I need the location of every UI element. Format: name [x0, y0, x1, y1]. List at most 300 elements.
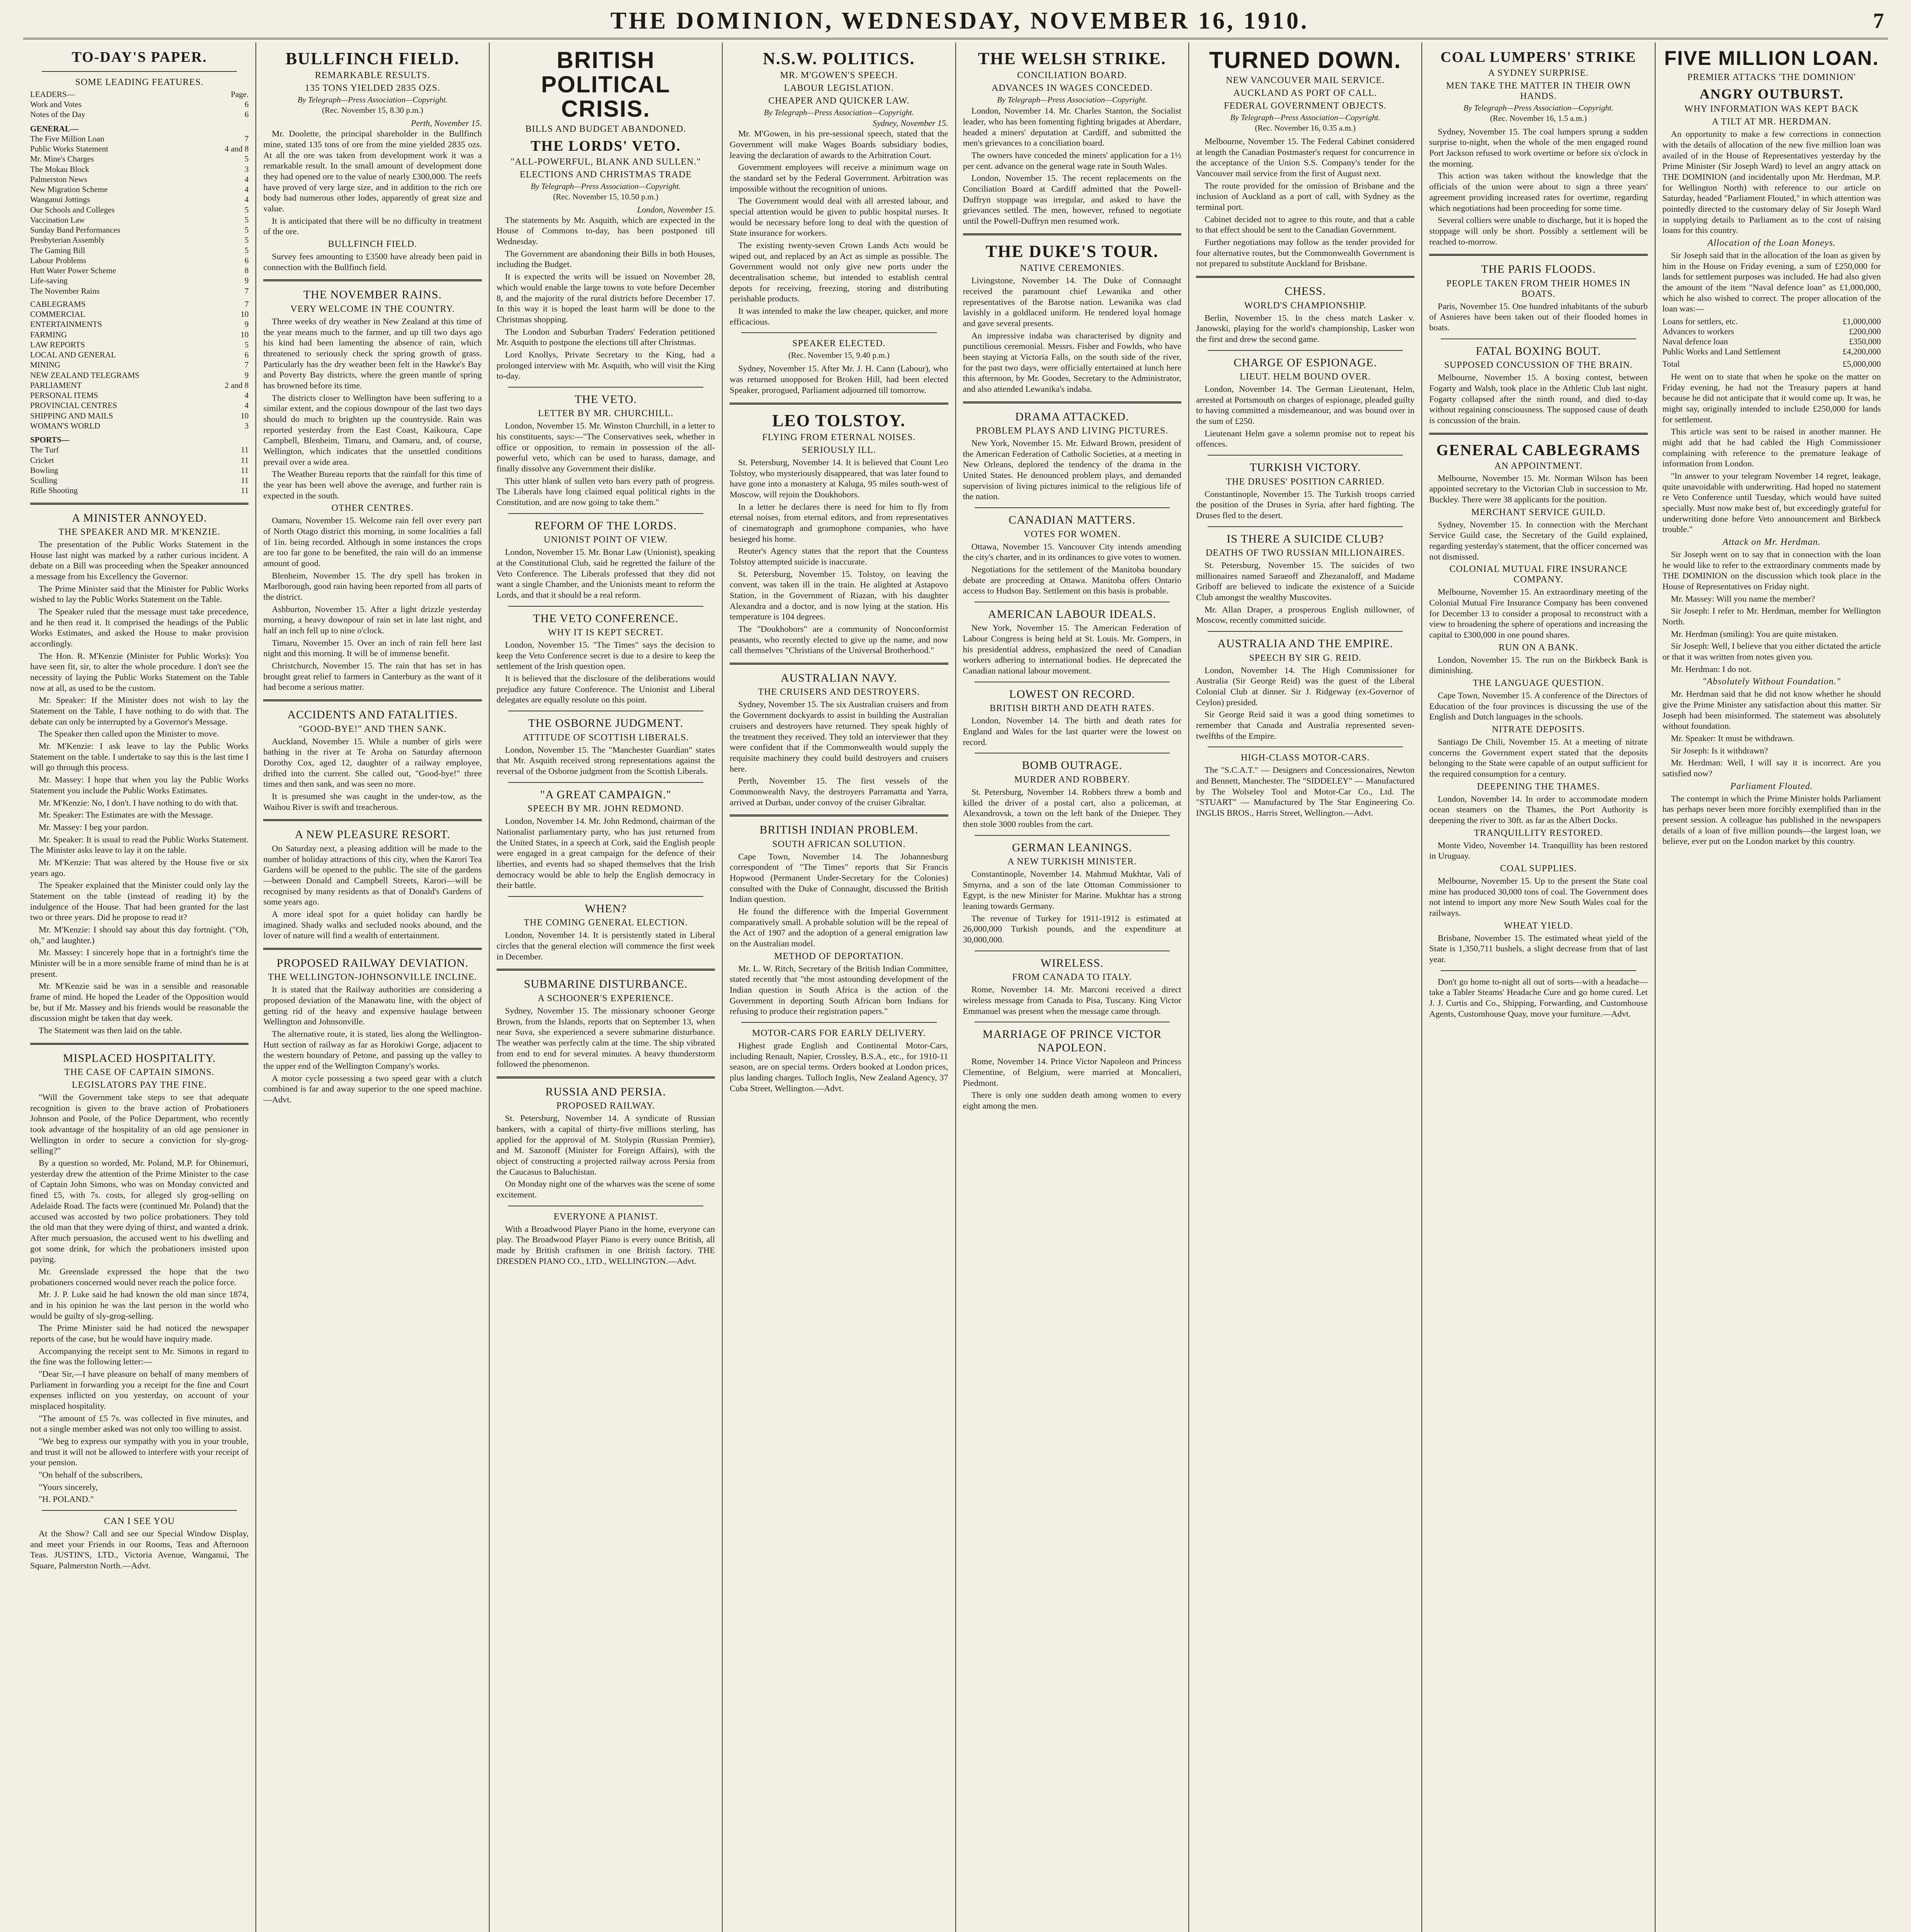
index-entry-label: The Gaming Bill — [30, 245, 85, 255]
paragraph: Melbourne, November 15. An extraordinary meeting of the Colonial Mutual Fire Insurance Company has been convened for December 13 to consider a proposal to reconstruct with a view to broadening the sphere of operations and increasing the capital to £300,000 in one pound shares. — [1429, 587, 1648, 639]
article-body — [1429, 840, 1647, 861]
divider — [963, 233, 1181, 235]
subheadline: THE DRUSES' POSITION CARRIED. — [1226, 476, 1385, 487]
paragraph: Sir Joseph went on to say that in connection with the loan he would like to refer to the extraordinary comments made by THE DOMINION on the discussion which took place in the House of Representatives on Friday night. — [1662, 549, 1881, 592]
subheadline: VOTES FOR WOMEN. — [1023, 529, 1121, 539]
index-entry-page: 10 — [240, 310, 249, 319]
paragraph: St. Petersburg, November 15. Tolstoy, on leaving the convent, was taken ill in the train. He alighted at Astapovo Station, in the Government of Riazan, with his daughter Alexandra and a doctor, and is now lying at the station. His temperature is 104 degrees. — [730, 569, 948, 622]
paragraph: An impressive indaba was characterised by dignity and punctilious ceremonial. Messrs. Fisher and Fowlds, who have been staying at Victoria Falls, on the south side of the river, for the past two days, were officially entertained at lunch here this afternoon, by Mr. Goodes, Secretary to the Administrator, and also attended Lewanika's indaba. — [963, 330, 1181, 394]
table-cell-value: £1,000,000 — [1843, 316, 1881, 326]
paragraph: It is presumed she was caught in the under-tow, as the Waihou River is swift and treacherous. — [263, 791, 482, 812]
column-7 — [1421, 43, 1654, 1932]
subheadline: ADVANCES IN WAGES CONCEDED. — [991, 83, 1153, 94]
index-row — [30, 400, 248, 410]
article-body — [1429, 736, 1647, 779]
paragraph: "On behalf of the subscribers, — [39, 1469, 143, 1480]
paragraph: Sydney, November 15. The six Australian cruisers and from the Government dockyards to assist in building the Australian cruisers and destroyers have returned. They speak highly of the treatment they received. They told an interviewer that they were confident that if the Commonwealth would supply the requisite machinery they could build destroyers and cruisers here. — [730, 699, 948, 774]
table-cell-label: Advances to workers — [1662, 326, 1734, 336]
index-entry-page: 7 — [244, 134, 249, 143]
paragraph: London, November 14. In order to accommodate modern ocean steamers on the Thames, the Port Authority is deepening the river to 30ft. as far as the Albert Docks. — [1429, 794, 1648, 825]
index-entry-label: Life-saving — [30, 276, 68, 286]
article-body — [1663, 371, 1881, 535]
headline: N.S.W. POLITICS. — [763, 49, 915, 68]
advertisement-title: HIGH-CLASS MOTOR-CARS. — [1241, 753, 1370, 763]
headline: REFORM OF THE LORDS. — [534, 519, 677, 532]
divider — [1196, 276, 1414, 278]
subheadline: SOUTH AFRICAN SOLUTION. — [772, 839, 906, 849]
headline: A NEW PLEASURE RESORT. — [294, 828, 451, 841]
subheadline: LABOUR LEGISLATION. — [784, 83, 894, 94]
paragraph: The London and Suburban Traders' Federation petitioned Mr. Asquith to postpone the elections till after Christmas. — [496, 327, 715, 347]
article-body — [1429, 519, 1647, 562]
paragraph: The Prime Minister said that the Minister for Public Works wished to lay the Public Works Statement on the Table. — [30, 583, 249, 604]
subheadline: THE CASE OF CAPTAIN SIMONS. — [64, 1067, 214, 1078]
subheadline: LETTER BY MR. CHURCHILL. — [538, 408, 674, 419]
divider — [508, 513, 703, 514]
article-body — [730, 363, 948, 395]
paragraph: London, November 14. Mr. Charles Stanton, the Socialist leader, who has been fomenting fighting brigades at Aberdare, headed a miners' deputation at Cardiff, and submitted the men's grievances to a conciliation board. — [963, 106, 1181, 148]
paragraph: Brisbane, November 15. The estimated wheat yield of the State is 1,350,711 bushels, a slight decrease from that of last year. — [1429, 933, 1648, 964]
headline: BRITISH INDIAN PROBLEM. — [759, 823, 919, 837]
article-body — [1429, 301, 1647, 333]
index-title: TO-DAY'S PAPER. — [71, 49, 207, 65]
paragraph: Rome, November 14. Mr. Marconi received a direct wireless message from Canada to Pisa, Tuscany. King Victor Emmanuel was present when the message came through. — [963, 985, 1181, 1016]
article-body — [263, 515, 482, 692]
paragraph: Blenheim, November 15. The dry spell has broken in Marlborough, good rain having been reported from all parts of the district. — [263, 570, 482, 602]
subheadline: NITRATE DEPOSITS. — [1492, 724, 1585, 735]
index-row — [30, 319, 248, 329]
paragraph: The owners have conceded the miners' application for a 1½ per cent. advance on the general wage rate in South Wales. — [963, 150, 1181, 171]
article-body — [497, 930, 715, 962]
headline: WHEN? — [585, 902, 627, 915]
paragraph: This action was taken without the knowledge that the officials of the union were about to sign a three years' agreement providing increased rates for overtime, regarding which negotiations had been proceeding for some time. — [1429, 171, 1648, 213]
subheadline: A TILT AT MR. HERDMAN. — [1712, 117, 1831, 127]
headline: PROPOSED RAILWAY DEVIATION. — [276, 956, 469, 969]
paragraph: An opportunity to make a few corrections in connection with the details of allocation of the new five million loan was availed of in the House of Representatives yesterday by the Prime Minister (Sir Joseph Ward) to level an angry attack on THE DOMINION (and incidentally upon Mr. Herdman, M.P. for Wellington North) with reference to our article on Saturday, headed "Parliament Flouted," in which attention was pointedly directed to the customary delay of Sir Joseph Ward in supplying details to Parliament as to the cost of raising loans for this country. — [1662, 129, 1881, 235]
received-line: (Rec. November 15, 10.50 p.m.) — [553, 192, 659, 201]
paragraph: Oamaru, November 15. Welcome rain fell over every part of North Otago district this morning, in some localities a fall of 1in. being recorded. Although in some instances the crops are too far gone to be benefited, the rain will do an immense amount of good. — [263, 515, 482, 568]
advertisement-text: Highest grade English and Continental Motor-Cars, including Renault, Napier, Crossley, B.S.A., etc., for 1910-11 season, are on special terms. Orders booked at London prices, plus landing charges. Tulloch Inglis, New Zealand Agency, 37 Cuba Street, Wellington.—Advt. — [730, 1041, 948, 1093]
paragraph: Negotiations for the settlement of the Manitoba boundary debate are proceeding at Ottawa. Manitoba offers Ontario access to Hudson Bay. Settlement on this basis is probable. — [963, 564, 1181, 596]
index-row — [30, 299, 248, 309]
paragraph: The Weather Bureau reports that the rainfall for this time of the year has been well above the average, and further rain is expected in the south. — [263, 469, 482, 500]
index-entry-page: 4 — [244, 185, 249, 194]
divider — [497, 1077, 715, 1078]
paragraph: Mr. M'Kenzie: I should say about this day fortnight. ("Oh, oh," and laughter.) — [30, 924, 249, 945]
article-body — [963, 787, 1181, 830]
article-body — [1663, 129, 1881, 236]
paragraph: The districts closer to Wellington have been suffering to a similar extent, and the copious downpour of the last two days should do much to brighten up the countryside. Rain was reported yesterday from the East Coast, Kaikoura, Cape Campbell, Blenheim, Timaru, and Oamaru, and, of course, Wellington, which indicates that the unsettled conditions prevail over a wide area. — [263, 393, 482, 467]
paragraph: Mr. L. W. Ritch, Secretary of the British Indian Committee, stated recently that "the most astounding development of the Indian question in South Africa is the action of the Government in deporting South African born Indians for refusing to produce their registration papers." — [730, 963, 948, 1016]
divider — [730, 815, 948, 816]
article-body — [263, 843, 482, 941]
headline: ACCIDENTS AND FATALITIES. — [287, 708, 458, 721]
divider — [730, 403, 948, 405]
paragraph: The statements by Mr. Asquith, which are expected in the House of Commons to-day, has been postponed till Wednesday. — [496, 215, 715, 247]
paragraph: St. Petersburg, November 14. A syndicate of Russian bankers, with a capital of thirty-five millions sterling, has applied for the approval of M. Stolypin (Russian Premier), and M. Sazonoff (Minister for Foreign Affairs), with the object of constructing a projected railway across Persia from the Caucasus to Baluchistan. — [496, 1113, 715, 1177]
article-body — [730, 699, 948, 808]
article-body — [263, 128, 482, 237]
table-cell-value: £4,200,000 — [1843, 346, 1881, 356]
paragraph: London, November 15. Mr. Winston Churchill, in a letter to his constituents, says:—"The Conservatives seek, whether in office or opposition, to remain in possession of the all-powerful veto, which can be used to harass, damage, and finally dissolve any Government their dislike. — [496, 421, 715, 474]
index-entry-page: 5 — [244, 340, 249, 349]
article-body — [263, 736, 482, 813]
index-row — [30, 360, 248, 370]
paragraph: Sydney, November 15. After Mr. J. H. Cann (Labour), who was returned unopposed for Broken Hill, had been elected Speaker, prorogued, Parliament adjourned till tomorrow. — [730, 364, 948, 395]
paragraph: Sir Joseph said that in the allocation of the loan as given by him in the House on Friday evening, a sum of £250,000 for lands for settlement purposes was included. He had also given the amount of the item "Naval defence loan" as £1,000,000, which he also wished to correct. The proper allocation of the loan was:— — [1662, 250, 1881, 314]
subheadline: A SCHOONER'S EXPERIENCE. — [538, 993, 674, 1003]
paragraph: Mr. Herdman: I do not. — [1671, 664, 1752, 674]
paragraph: Three weeks of dry weather in New Zealand at this time of the year means much to the farmer, and up till two days ago his kind had been lamenting the absence of rain, which threatened to seriously check the spring growth of grass. Particularly has the dry weather been felt in the Hawke's Bay and Poverty Bay districts, where the green mantle of spring has browned before its time. — [263, 316, 482, 390]
index-page-label: Page. — [231, 89, 249, 99]
advertisement-text: With a Broadwood Player Piano in the home, everyone can play. The Broadwood Player Piano is every ounce British, all made by British craftsmen in one British factory. THE DRESDEN PIANO CO., LTD., WELLINGTON.—Advt. — [496, 1224, 715, 1266]
paragraph: It is believed that the disclosure of the deliberations would prejudice any future Conference. The Unionist and Liberal delegates are equally resolute on this point. — [496, 673, 715, 705]
headline: THE WELSH STRIKE. — [978, 49, 1166, 68]
divider — [263, 948, 482, 950]
index-entry-label: Sunday Band Performances — [30, 225, 121, 235]
subheadline: WHY IT IS KEPT SECRET. — [548, 628, 664, 638]
article-body — [963, 984, 1181, 1016]
paragraph: Mr. Allan Draper, a prosperous English millowner, of Moscow, recently committed suicide. — [1196, 604, 1415, 625]
subheadline: ELECTIONS AND CHRISTMAS TRADE — [519, 169, 692, 180]
subheadline: A NEW TURKISH MINISTER. — [1007, 857, 1137, 867]
headline: TURNED DOWN. — [1209, 47, 1402, 73]
subheadline: RUN ON A BANK. — [1498, 642, 1578, 653]
paragraph: Mr. Doolette, the principal shareholder in the Bullfinch mine, stated 135 tons of ore from the mine yielded 2835 ozs. At all the ore was taken from development work it was a remarkable result. In the small amount of development done they had opened ore to the value of nearly £300,000. The reefs have proved of very large size, and in addition to the rich ore body had numerous other lodes, apparently of great size and value. — [263, 129, 482, 214]
index-entry-label: SHIPPING AND MAILS — [30, 411, 113, 420]
paragraph: Santiago De Chili, November 15. At a meeting of nitrate concerns the Government expert stated that the deposits belonging to the State were capable of an output sufficient for the required consumption for a century. — [1429, 736, 1648, 779]
masthead-title: THE DOMINION, WEDNESDAY, NOVEMBER 16, 1910. — [610, 7, 1309, 34]
subheadline: SUPPOSED CONCUSSION OF THE BRAIN. — [1444, 360, 1633, 371]
article-body — [1429, 876, 1647, 918]
table-cell-label: Loans for settlers, etc. — [1662, 316, 1738, 326]
subheadline: LEGISLATORS PAY THE FINE. — [71, 1080, 207, 1090]
index-entry-label: FARMING — [30, 330, 67, 339]
subheadline: MERCHANT SERVICE GUILD. — [1471, 507, 1606, 517]
article-body — [1429, 126, 1647, 247]
index-sections — [30, 299, 248, 431]
index-general — [30, 134, 248, 296]
subheadline: MURDER AND ROBBERY. — [1014, 774, 1130, 785]
article-body — [497, 547, 715, 600]
paragraph: The revenue of Turkey for 1911-1912 is estimated at 26,000,000 Turkish pounds, and the expenditure at 30,000,000. — [963, 913, 1181, 945]
divider — [1441, 338, 1636, 339]
subheadline: DEATHS OF TWO RUSSIAN MILLIONAIRES. — [1205, 548, 1405, 558]
credit-line: By Telegraph—Press Association—Copyright. — [1463, 103, 1614, 112]
paragraph: It was intended to make the law cheaper, quicker, and more efficacious. — [730, 306, 948, 327]
subheadline: ANGRY OUTBURST. — [1699, 86, 1844, 102]
paragraph: Government employees will receive a minimum wage on the standard set by the Federal Government. Arbitration was impossible without the recognition of unions. — [730, 162, 948, 194]
subheadline: 135 TONS YIELDED 2835 OZS. — [305, 83, 441, 94]
subheadline: WHY INFORMATION WAS KEPT BACK — [1684, 104, 1859, 114]
divider — [975, 507, 1170, 508]
paragraph: Lord Knollys, Private Secretary to the King, had a prolonged interview with Mr. Asquith, who will visit the King to-day. — [496, 349, 715, 381]
index-row — [30, 134, 248, 144]
paragraph: The Speaker explained that the Minister could only lay the Statement on the table (instead of reading it) by the indulgence of the House. That had been granted for the last two or three years. Did he propose to read it? — [30, 880, 249, 922]
index-entry-label: The Five Million Loan — [30, 134, 104, 143]
index-row — [30, 225, 248, 235]
paragraph: "In answer to your telegram November 14 regret, leakage, quite unavoidable with underwriting. Had hoped no statement re Veto Conference until Tuesday, which would have suited specially. Must now make best of, but exceedingly grateful for underwriting done before Veto announcement and Birkbeck trouble." — [1662, 471, 1881, 534]
paragraph: Several colliers were unable to discharge, but it is hoped the stoppage will only be short. Possibly a settlement will be reached to-morrow. — [1429, 215, 1648, 247]
subheadline: BRITISH BIRTH AND DEATH RATES. — [989, 703, 1155, 714]
article-body — [730, 963, 948, 1017]
headline: THE OSBORNE JUDGMENT. — [528, 717, 684, 730]
paragraph: Mr. M'Kenzie: No, I don't. I have nothing to do with that. — [39, 798, 238, 808]
index-row — [30, 276, 248, 286]
received-line: (Rec. November 15, 8.30 p.m.) — [322, 105, 423, 115]
index-entry-page: 5 — [244, 205, 249, 214]
headline: MISPLACED HOSPITALITY. — [63, 1051, 216, 1065]
paragraph: London, November 15. The run on the Birkbeck Bank is diminishing. — [1429, 655, 1648, 675]
index-entry-page: 9 — [244, 276, 249, 286]
paragraph: The Speaker ruled that the message must take precedence, and he then read it. It comprised the headings of the Public Works Estimates, and asked the House to make provision accordingly. — [30, 607, 249, 649]
table-cell-value: £200,000 — [1849, 326, 1881, 336]
paragraph: The route provided for the omission of Brisbane and the inclusion of Auckland as a port of call, with Sydney as the terminal port. — [1196, 180, 1415, 212]
index-entry-page: 8 — [244, 266, 249, 276]
divider — [1208, 526, 1403, 527]
index-entry-label: PROVINCIAL CENTRES — [30, 401, 117, 410]
article-body — [1663, 250, 1881, 314]
headline: THE NOVEMBER RAINS. — [303, 288, 442, 301]
article-body — [1196, 384, 1414, 449]
headline: MARRIAGE OF PRINCE VICTOR NAPOLEON. — [982, 1028, 1162, 1054]
received-line: (Rec. November 15, 9.40 p.m.) — [788, 350, 890, 360]
index-entry-page: 7 — [244, 360, 249, 370]
page-number: 7 — [1873, 9, 1884, 33]
divider — [497, 969, 715, 971]
headline: DRAMA ATTACKED. — [1015, 410, 1129, 423]
subheadline: DEEPENING THE THAMES. — [1477, 781, 1600, 792]
index-entry-page: 9 — [244, 370, 249, 380]
paragraph: Livingstone, November 14. The Duke of Connaught received the paramount chief Lewanika and other representatives of the Barotse nation. Lewanika was clad lavishly in a goldlaced uniform. He tendered loyal homage and gave several presents. — [963, 276, 1181, 328]
index-group-label: LEADERS— — [30, 89, 75, 99]
subheadline: NATIVE CEREMONIES. — [1020, 263, 1125, 274]
table-row — [1663, 347, 1881, 357]
index-entry-page: 11 — [241, 476, 249, 485]
divider — [42, 71, 237, 72]
paragraph: Ottawa, November 15. Vancouver City intends amending the city's charter, and in its ordinances to give votes to women. — [963, 541, 1181, 562]
index-row — [30, 109, 248, 119]
paragraph: Mr. Greenslade expressed the hope that the two probationers concerned would never reach the police force. — [30, 1266, 249, 1287]
index-group-label: GENERAL— — [30, 124, 78, 133]
article-body — [263, 984, 482, 1105]
paragraph: "Will the Government take steps to see that adequate recognition is given to the brave action of Probationers Johnson and Poole, of the Police Department, who recently took advantage of the hospitality of an old age pensioner in Wellington in order to secure a conviction for sly-grog-selling?" — [30, 1092, 249, 1156]
paragraph: "H. POLAND." — [39, 1494, 94, 1504]
index-entry-page: 9 — [244, 320, 249, 329]
dateline: Perth, November 15. — [411, 118, 482, 128]
index-row — [30, 350, 248, 360]
index-entry-label: PARLIAMENT — [30, 380, 82, 390]
subheadline: FLYING FROM ETERNAL NOISES. — [762, 432, 916, 442]
paragraph: Berlin, November 15. In the chess match Lasker v. Janowski, playing for the world's championship, Lasker won the first and drew the second game. — [1196, 313, 1415, 344]
headline: RUSSIA AND PERSIA. — [545, 1085, 666, 1098]
index-entry-page: 3 — [244, 421, 249, 430]
index-entry-label: Presbyterian Assembly — [30, 235, 105, 245]
subheadline: SPEAKER ELECTED. — [792, 338, 886, 349]
dateline: Sydney, November 15. — [873, 118, 948, 128]
loan-total-row — [1663, 359, 1881, 369]
credit-line: By Telegraph—Press Association—Copyright. — [297, 95, 448, 105]
paragraph: Sir Joseph: Is it withdrawn? — [1671, 745, 1768, 755]
article-body — [963, 622, 1181, 676]
paragraph: London, November 15. "The Times" says the decision to keep the Veto Conference secret is due to a desire to keep the settlement of the Irish question open. — [496, 640, 715, 671]
column-1 — [23, 43, 255, 1932]
index-sports — [30, 445, 248, 495]
index-entry-label: New Migration Scheme — [30, 185, 108, 194]
article-body — [1429, 372, 1647, 425]
subheadline: BILLS AND BUDGET ABANDONED. — [525, 124, 686, 134]
headline: THE VETO. — [574, 393, 637, 406]
subheadline: FEDERAL GOVERNMENT OBJECTS. — [1224, 101, 1387, 111]
index-entry-label: CABLEGRAMS — [30, 299, 86, 309]
index-header-row — [30, 89, 248, 99]
headline: BULLFINCH FIELD. — [286, 49, 460, 68]
article-body — [497, 215, 715, 381]
advertisement-title: CAN I SEE YOU — [104, 1516, 175, 1526]
paragraph: St. Petersburg, November 14. Robbers threw a bomb and killed the driver of a postal cart, also a policeman, at Alexandrovsk, a town on the left bank of the Dnieper. They then stole 3000 roubles from the cart. — [963, 787, 1181, 829]
index-entry-label: Palmerston News — [30, 174, 87, 184]
subheadline: THE COMING GENERAL ELECTION. — [524, 918, 688, 928]
paragraph: Mr. Massey: Will you name the member? — [1671, 594, 1815, 604]
article-body — [1429, 690, 1647, 722]
index-row — [30, 215, 248, 225]
subheadline: UNIONIST POINT OF VIEW. — [544, 535, 668, 545]
paragraph: Timaru, November 15. Over an inch of rain fell here last night and this morning. It will be of immense benefit. — [263, 638, 482, 658]
paragraph: The alternative route, it is stated, lies along the Wellington-Hutt section of railway as far as Horokiwi Gorge, adjacent to the western boundary of Petone, and passing up the valley to the upper end of the Wellington Company's works. — [263, 1029, 482, 1071]
paragraph: Mr. Herdman said that he did not know whether he should give the Prime Minister any satisfaction about this matter. Sir Joseph had been misinformed. The statement was absolutely without foundation. — [1662, 689, 1881, 731]
subheadline: SPEECH BY MR. JOHN REDMOND. — [528, 804, 684, 814]
headline: GENERAL CABLEGRAMS — [1436, 441, 1641, 459]
paragraph: The Government are abandoning their Bills in both Houses, including the Budget. — [496, 248, 715, 269]
article-body — [1429, 473, 1647, 505]
index-entry-label: NEW ZEALAND TELEGRAMS — [30, 370, 140, 380]
index-entry-label: Our Schools and Colleges — [30, 205, 115, 214]
article-body — [1429, 587, 1647, 640]
paragraph: "The amount of £5 7s. was collected in five minutes, and not a single member asked was not only too willing to assist. — [30, 1413, 249, 1434]
article-body — [497, 745, 715, 777]
subheadline: PREMIER ATTACKS 'THE DOMINION' — [1687, 72, 1856, 82]
article-body — [497, 816, 715, 891]
paragraph: Melbourne, November 15. Up to the present the State coal mine has produced 30,000 tons of coal. The Government does not intend to import any more New South Wales coal for the railways. — [1429, 876, 1648, 918]
divider — [963, 401, 1181, 403]
paragraph: Auckland, November 15. While a number of girls were bathing in the river at Te Aroha on Saturday afternoon Dorothy Cox, aged 12, daughter of a railway employee, drifted into the current. She called out, "Good-bye!" three times and then sank, and was seen no more. — [263, 736, 482, 789]
article-body — [963, 715, 1181, 747]
index-entry-label: Work and Votes — [30, 100, 82, 109]
subheadline: THE CRUISERS AND DESTROYERS. — [758, 687, 920, 697]
paragraph: Perth, November 15. The first vessels of the Commonwealth Navy, the destroyers Parramatta and Yarra, arrived at Durban, under convoy of the cruiser Gibraltar. — [730, 776, 948, 807]
subheadline: SERIOUSLY ILL. — [801, 445, 876, 455]
index-entry-label: LAW REPORTS — [30, 340, 85, 349]
headline: A MINISTER ANNOYED. — [71, 511, 207, 524]
index-entry-label: Rifle Shooting — [30, 486, 78, 495]
index-row — [30, 411, 248, 421]
headline: "A GREAT CAMPAIGN." — [540, 788, 672, 801]
index-entry-label: Public Works Statement — [30, 144, 109, 154]
paragraph: Survey fees amounting to £3500 have already been paid in connection with the Bullfinch field. — [263, 252, 482, 272]
headline: LEO TOLSTOY. — [772, 411, 906, 430]
index-entry-label: The November Rains — [30, 286, 100, 296]
article-body — [730, 851, 948, 949]
subheadline: "GOOD-BYE!" AND THEN SANK. — [298, 724, 447, 734]
paragraph: The Prime Minister said he had noticed the newspaper reports of the case, but he would have inquiry made. — [30, 1323, 249, 1344]
headline: THE LORDS' VETO. — [531, 138, 681, 154]
divider — [741, 1022, 936, 1023]
index-entry-page: 11 — [241, 455, 249, 465]
article-body — [963, 438, 1181, 502]
article-body — [1196, 136, 1414, 269]
article-body — [963, 275, 1181, 394]
headline: LOWEST ON RECORD. — [1009, 687, 1135, 701]
index-row — [30, 465, 248, 475]
index-entry-label: Cricket — [30, 455, 54, 465]
paragraph: This article was sent to be raised in another manner. He might add that he had cabled the High Commissioner complaining with reference to the premature leakage of information from London. — [1662, 427, 1881, 469]
divider — [263, 279, 482, 281]
section-heading: Attack on Mr. Herdman. — [1722, 537, 1821, 548]
divider — [975, 835, 1170, 836]
headline: AUSTRALIA AND THE EMPIRE. — [1217, 637, 1393, 650]
paragraph: Mr. M'Gowen, in his pre-sessional speech, stated that the Government will make Wages Boards subsidiary bodies, leaving the declaration of awards to the Arbitration Court. — [730, 129, 948, 160]
index-entry-label: WOMAN'S WORLD — [30, 421, 100, 430]
subheadline: MEN TAKE THE MATTER IN THEIR OWN HANDS. — [1446, 80, 1631, 101]
divider — [1429, 254, 1647, 256]
received-line: (Rec. November 16, 1.5 a.m.) — [1490, 113, 1587, 123]
paragraph: The contempt in which the Prime Minister holds Parliament has perhaps never been more forcibly exemplified than in the present session. A colleague has published in the newspapers details of a loan of five million pounds—the largest loan, we believe, ever put on the London market by this country. — [1662, 793, 1881, 846]
headline: WIRELESS. — [1040, 956, 1104, 969]
headline: BOMB OUTRAGE. — [1022, 759, 1123, 772]
subheadline: BULLFINCH FIELD. — [328, 239, 417, 250]
subheadline: THE SPEAKER AND MR. M'KENZIE. — [58, 527, 221, 537]
subheadline: COLONIAL MUTUAL FIRE INSURANCE COMPANY. — [1449, 564, 1628, 585]
index-row — [30, 340, 248, 350]
subheadline: METHOD OF DEPORTATION. — [774, 951, 904, 961]
divider — [508, 782, 703, 783]
divider — [508, 606, 703, 607]
paragraph: In a letter he declares there is need for him to fly from eternal noises, from eternal editors, and from representatives of cinematograph and gramophone companies, who have besieged his home. — [730, 502, 948, 544]
subheadline: WORLD'S CHAMPIONSHIP. — [1244, 300, 1366, 311]
credit-line: By Telegraph—Press Association—Copyright. — [531, 181, 681, 191]
paragraph: Mr. M'Kenzie: That was altered by the House five or six years ago. — [30, 857, 249, 878]
article-body — [963, 541, 1181, 596]
article-body — [1663, 549, 1881, 674]
index-entry-label: The Mokau Block — [30, 164, 89, 174]
paragraph: London, November 15. The recent replacements on the Conciliation Board at Cardiff admitted that the Powell-Duffryn stoppage was irregular, and asked to have the grievances settled. The men, however, refused to negotiate until the Powell-Duffryn men resumed work. — [963, 173, 1181, 226]
masthead — [23, 4, 1888, 39]
index-row — [30, 421, 248, 431]
headline: THE PARIS FLOODS. — [1481, 263, 1596, 276]
article-body — [30, 539, 248, 1036]
index-entry-label: MINING — [30, 360, 61, 370]
index-entry-label: Labour Problems — [30, 255, 87, 265]
divider — [1208, 455, 1403, 456]
article-body — [497, 420, 715, 507]
column-8 — [1655, 43, 1888, 1932]
index-row — [30, 390, 248, 400]
subheadline: AUCKLAND AS PORT OF CALL. — [1233, 88, 1377, 98]
paragraph: Further negotiations may follow as the tender provided for four alternative routes, but the Commonwealth Government is not prepared to substitute Auckland for Brisbane. — [1196, 237, 1415, 269]
paragraph: Ashburton, November 15. After a light drizzle yesterday morning, a heavy downpour of rain set in late last night, and half an inch fell up to nine o'clock. — [263, 604, 482, 636]
paragraph: Mr. Herdman (smiling): You are quite mistaken. — [1671, 629, 1838, 639]
paragraph: There is only one sudden death among women to every eight among the men. — [963, 1090, 1181, 1111]
index-entry-page: 5 — [244, 215, 249, 224]
headline: GERMAN LEANINGS. — [1012, 841, 1132, 854]
index-entry-label: LOCAL AND GENERAL — [30, 350, 116, 360]
subheadline: WHEAT YIELD. — [1504, 920, 1573, 931]
paragraph: Sir Joseph: I refer to Mr. Herdman, member for Wellington North. — [1662, 606, 1881, 627]
paragraph: London, November 14. The High Commissioner for Australia (Sir George Reid) was the guest of the Liberal Colonial Club at dinner. Sir J. Ridgeway (ex-Governor of Ceylon) presided. — [1196, 665, 1415, 707]
index-row — [30, 205, 248, 215]
index-entry-page: 2 and 8 — [225, 380, 249, 390]
index-entry-page: 4 — [244, 391, 249, 400]
